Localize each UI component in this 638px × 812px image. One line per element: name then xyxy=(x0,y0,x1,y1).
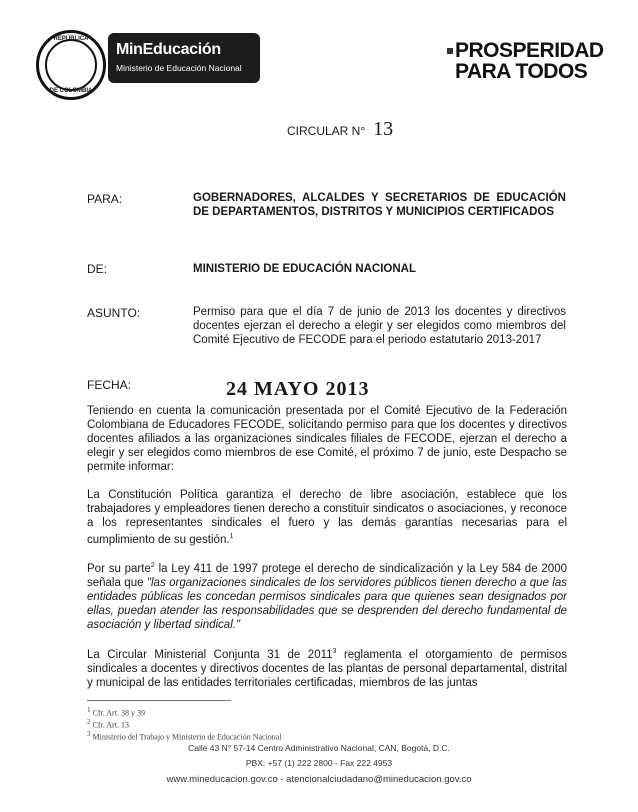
ministry-name: MinEducación xyxy=(116,41,221,58)
p3-legal-quote: "las organizaciones sindicales de los servidores públicos tienen derecho a que las entidades públicas les concedan permisos sindicales para que quienes sean designados por ellas, puedan atender las responsabilidades que se desprenden del derecho fundamental de asociación y libertad sindical." xyxy=(87,576,567,631)
body-paragraph-2 xyxy=(87,488,567,547)
footnote-ref-2: 2 xyxy=(150,562,155,569)
para-recipients: GOBERNADORES, ALCALDES Y SECRETARIOS DE EDUCACIÓN DE DEPARTAMENTOS, DISTRITOS Y MUNICIPIOS CERTIFICADOS xyxy=(193,192,566,218)
footer-phone: PBX: +57 (1) 222 2800 - Fax 222 4953 xyxy=(245,758,393,768)
prosperidad-slogan-logo xyxy=(447,40,604,82)
footnote-ref-1: 1 xyxy=(229,533,234,540)
slogan-text-1: PROSPERIDAD xyxy=(455,39,604,62)
footer-address: Calle 43 N° 57-14 Centro Administrativo Nacional, CAN, Bogotá, D.C. xyxy=(188,743,450,753)
shield-emblem-icon xyxy=(45,39,97,91)
circular-heading xyxy=(287,118,393,141)
footnote-1: $^1$ Cfr. Art. 38 y 39 xyxy=(87,706,145,718)
body-paragraph-3 xyxy=(87,559,567,632)
de-label: DE: xyxy=(87,262,108,276)
colombia-coat-of-arms-seal xyxy=(36,30,106,100)
para-label: PARA: xyxy=(87,192,123,206)
asunto-subject: Permiso para que el día 7 de junio de 2013 los docentes y directivos docentes ejerzan el derecho a elegir y ser elegidos como miembros del Comité Ejecutivo de FECODE para el periodo estatutario 2013-2017 xyxy=(193,306,566,346)
fecha-date-stamp: 24 MAYO 2013 xyxy=(226,378,370,400)
seal-bottom-text: DE COLOMBIA xyxy=(49,88,93,94)
footnote-3: $^3$ Ministerio del Trabajo y Ministerio de Educación Nacional xyxy=(87,730,282,742)
ministry-logo xyxy=(108,33,260,83)
flag-mark-icon xyxy=(447,48,453,54)
asunto-label: ASUNTO: xyxy=(87,306,141,320)
p4-text-b: reglamenta el otorgamiento de permisos sindicales a docentes y directivos docentes de las plantas de personal departamental, distrital y municipal de las entidades territoriales certificadas, miembros de las juntas xyxy=(87,648,567,689)
p4-text-a: La Circular Ministerial Conjunta 31 de 2011 xyxy=(87,648,333,661)
body-paragraph-4 xyxy=(87,645,567,690)
seal-top-text: REPÚBLICA xyxy=(53,36,89,42)
fecha-label: FECHA: xyxy=(87,378,132,392)
p3-text-a: Por su parte xyxy=(87,562,151,575)
circular-number: 13 xyxy=(373,118,394,140)
ministry-subtitle: Ministerio de Educación Nacional xyxy=(116,63,242,73)
footnote-ref-3: 3 xyxy=(332,648,337,655)
slogan-line-1 xyxy=(447,40,604,61)
footnote-2: $^2$ Cfr. Art. 13 xyxy=(87,718,129,730)
circular-label: CIRCULAR N° xyxy=(287,124,366,138)
body-paragraph-1: Teniendo en cuenta la comunicación presentada por el Comité Ejecutivo de la Federación Colombiana de Educadores FECODE, solicitando permiso para que los docentes y directivos docentes afiliados a las organizaciones sindicales filiales de FECODE, ejerzan el derecho a elegir y ser elegidos como miembros de ese Comité, el próximo 7 de junio, este Despacho se permite informar: xyxy=(87,405,567,473)
slogan-line-2: PARA TODOS xyxy=(455,60,588,83)
footnote-divider xyxy=(87,700,231,701)
p2-text: La Constitución Política garantiza el derecho de libre asociación, establece que los trabajadores y empleadores tienen derecho a constituir sindicatos o asociaciones, y reconoce a los representantes sindicales el fuero y las demás garantías necesarias para el cumplimiento de su gestión. xyxy=(87,489,567,546)
p3-text-b: la Ley 411 de 1997 protege el derecho de sindicalización y la Ley 584 de 2000 señala que xyxy=(87,562,567,589)
footer-web-contact: www.mineducacion.gov.co - atencionalciudadano@mineducacion.gov.co xyxy=(166,774,472,785)
de-sender: MINISTERIO DE EDUCACIÓN NACIONAL xyxy=(193,263,416,275)
